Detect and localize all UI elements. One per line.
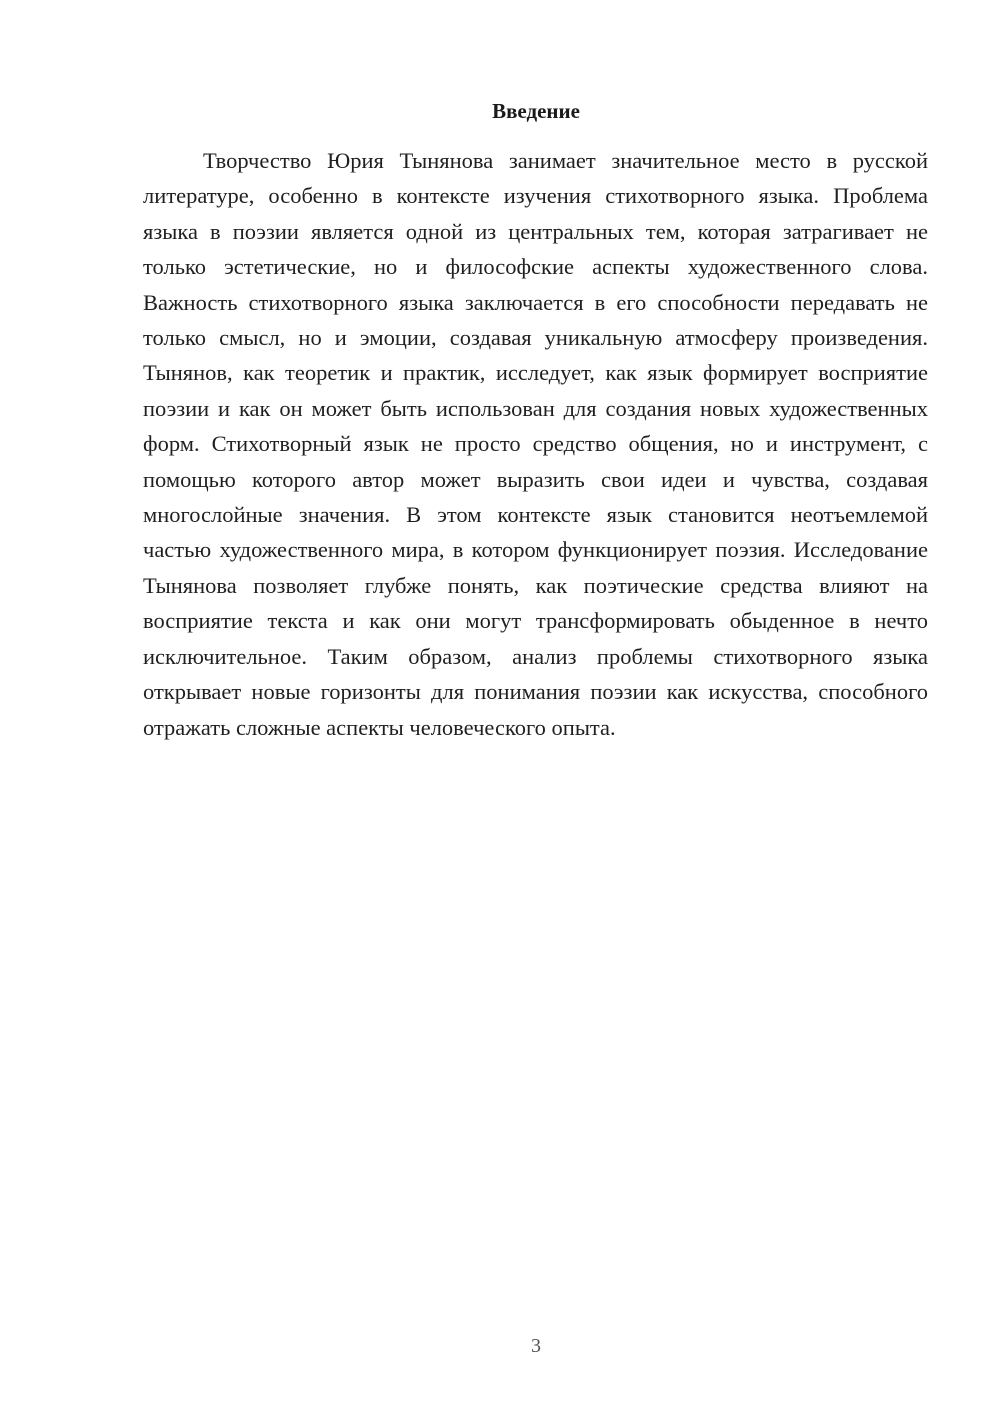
page-number: 3 <box>531 1335 541 1357</box>
section-heading: Введение <box>492 99 580 123</box>
body-paragraph: Творчество Юрия Тынянова занимает значительное место в русской литературе, особенно в контексте изучения стихотворного языка. Проблема языка в поэзии является одной из центральных тем, которая затрагивает не только эстетические, но и философские аспекты художественного слова. Важность стихотворного языка заключается в его способности передавать не только смысл, но и эмоции, создавая уникальную атмосферу произведения. Тынянов, как теоретик и практик, исследует, как язык формирует восприятие поэзии и как он может быть использован для создания новых художественных форм. Стихотворный язык не просто средство общения, но и инструмент, с помощью которого автор может выразить свои идеи и чувства, создавая многослойные значения. В этом контексте язык становится неотъемлемой частью художественного мира, в котором функционирует поэзия. Исследование Тынянова позволяет глубже понять, как поэтические средства влияют на восприятие текста и как они могут трансформировать обыденное в нечто исключительное. Таким образом, анализ проблемы стихотворного языка открывает новые горизонты для понимания поэзии как искусства, способного отражать сложные аспекты человеческого опыта. <box>143 148 928 740</box>
